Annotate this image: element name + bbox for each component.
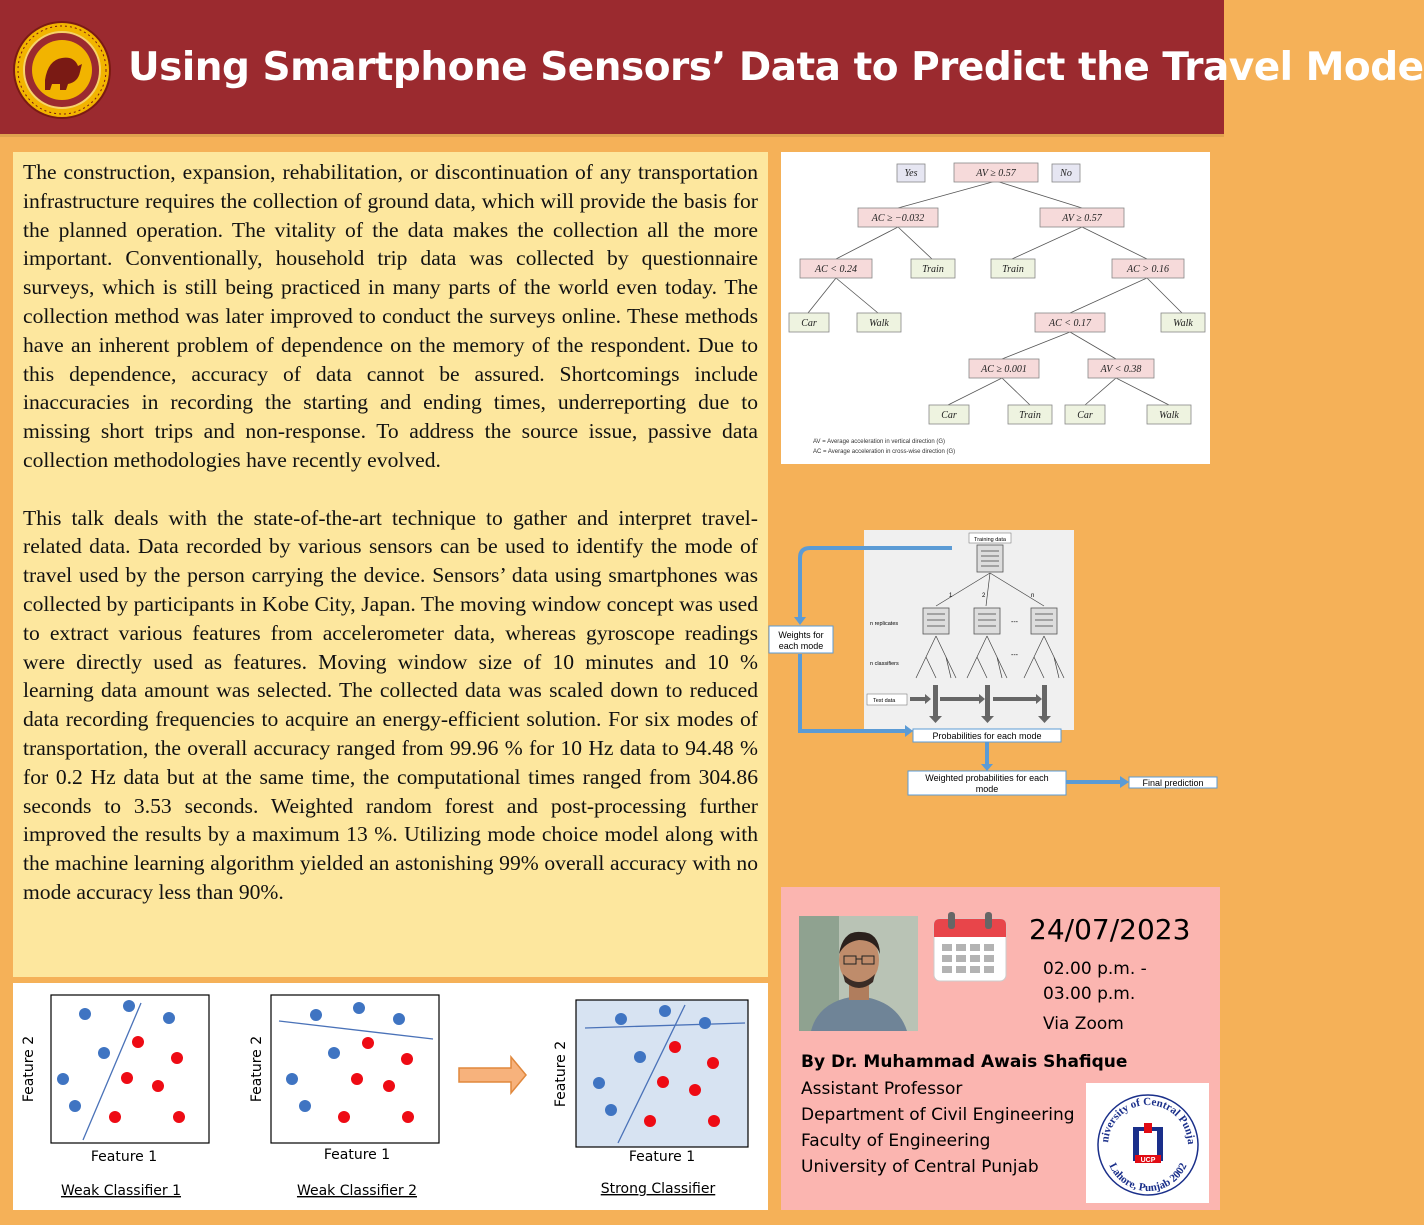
arrow-right-icon	[459, 1057, 526, 1093]
speaker-department: Department of Civil Engineering	[801, 1105, 1075, 1125]
speaker-panel	[781, 887, 1220, 1210]
svg-text:UCP: UCP	[1140, 1157, 1156, 1164]
university-seal-logo	[12, 20, 112, 120]
y-axis-label: Feature 2	[553, 1040, 569, 1108]
replicate-number: 1	[949, 593, 953, 599]
tree-legend-av: AV = Average acceleration in vertical direction (G)	[813, 439, 946, 445]
n-classifiers-label: n classifiers	[870, 661, 899, 667]
training-doc-icon	[977, 545, 1003, 572]
tree-legend-ac: AC = Average acceleration in cross-wise direction (G)	[813, 449, 956, 455]
tree-leaf: Car	[941, 410, 957, 421]
y-axis-label: Feature 2	[21, 1035, 37, 1103]
tree-no-label: No	[1060, 168, 1072, 179]
tree-node: AC > 0.16	[1126, 264, 1170, 275]
header-banner	[0, 0, 1424, 137]
weak-classifier-2-plot	[249, 995, 439, 1199]
tree-node: AC ≥ 0.001	[981, 364, 1027, 375]
replicate-number: 2	[982, 593, 986, 599]
event-time-start: 02.00 p.m. -	[1043, 959, 1147, 979]
decision-tree-figure	[781, 152, 1210, 464]
tree-leaf: Train	[1002, 264, 1024, 275]
n-replicates-label: n replicates	[870, 621, 899, 627]
tree-leaf: Car	[801, 318, 817, 329]
ucp-logo	[1086, 1083, 1209, 1203]
tree-node: AV ≥ 0.57	[1062, 213, 1102, 224]
weights-label-line: Weights for	[778, 630, 824, 640]
event-platform: Via Zoom	[1043, 1014, 1124, 1034]
x-axis-label: Feature 1	[90, 1149, 158, 1165]
speaker-university: University of Central Punjab	[801, 1157, 1039, 1177]
tree-node: AC < 0.24	[814, 264, 858, 275]
speaker-name: By Dr. Muhammad Awais Shafique	[801, 1052, 1128, 1072]
training-data-label: Training data	[974, 537, 1006, 543]
abstract-paragraph-2: This talk deals with the state-of-the-art technique to gather and interpret travel-related data. Data recorded by various sensors can be used to identify the mode of travel used by the person carrying the device. Sensors’ data using smartphones was collected by participants in Kobe City, Japan. The moving window concept was used to extract various features from accelerometer data, whereas gyroscope readings were directly used as features. Moving window size of 10 minutes and 10 % learning data amount was selected. The collected data was scaled down to reduced data recording frequencies to acquire an energy-efficient solution. For six modes of transportation, the overall accuracy ranged from 99.96 % for 10 Hz data to 94.48 % for 0.2 Hz data but at the same time, the computational times ranged from 304.86 seconds to 3.53 seconds. Weighted random forest and post-processing further improved the results by a maximum 13 %. Utilizing mode choice model along with the machine learning algorithm yielded an astonishing 99% overall accuracy with no mode accuracy less than 90%.	[23, 505, 758, 904]
random-forest-diagram	[765, 528, 1220, 798]
page-title: Using Smartphone Sensors’ Data to Predict the Travel Mode	[128, 45, 1424, 90]
tree-node: AV < 0.38	[1100, 364, 1142, 375]
event-date: 24/07/2023	[1029, 913, 1191, 946]
test-data-label: Test data	[873, 698, 896, 704]
strong-classifier-plot	[553, 1000, 748, 1197]
ellipsis-label: ---	[1011, 652, 1018, 659]
tree-yes-label: Yes	[904, 168, 918, 179]
weighted-probabilities-line: Weighted probabilities for each	[925, 773, 1049, 783]
replicate-number: n	[1031, 593, 1035, 599]
ellipsis-label: ---	[1011, 619, 1018, 626]
tree-leaf: Walk	[1173, 318, 1193, 329]
weighted-probabilities-line: mode	[975, 784, 999, 794]
x-axis-label: Feature 1	[628, 1149, 696, 1165]
speaker-title: Assistant Professor	[801, 1079, 963, 1099]
probabilities-label: Probabilities for each mode	[932, 731, 1042, 741]
final-prediction-label: Final prediction	[1142, 778, 1204, 788]
tree-leaf: Car	[1077, 410, 1093, 421]
weights-label-line: each mode	[778, 641, 824, 651]
strong-classifier-caption: Strong Classifier	[600, 1181, 716, 1197]
tree-leaf: Train	[1019, 410, 1041, 421]
tree-leaf: Walk	[869, 318, 889, 329]
weak-classifier-1-plot	[21, 995, 209, 1199]
x-axis-label: Feature 1	[323, 1147, 391, 1163]
classifier-comparison-figure	[13, 983, 768, 1210]
tree-node: AC ≥ −0.032	[871, 213, 925, 224]
tree-root-node: AV ≥ 0.57	[976, 168, 1016, 179]
svg-text:University of Central Punjab: niversity of Central Punja	[1099, 1095, 1198, 1145]
abstract-paragraph-1: The construction, expansion, rehabilitation, or discontinuation of any transportation infrastructure requires the collection of ground data, which will provide the basis for the planned operation. The vitality of the data makes the collection all the more important. Conventionally, household trip data was collected by questionnaire surveys, which is still being practiced in many parts of the world even today. The collection method was later improved to conduct the surveys online. These methods have an inherent problem of dependence on the memory of the respondent. Due to this dependence, accuracy of data cannot be assured. Shortcomings include inaccuracies in recording the starting and ending times, underreporting due to missing short trips and non-response. To address the source issue, passive data collection methodologies have recently evolved.	[23, 160, 758, 472]
event-time-end: 03.00 p.m.	[1043, 984, 1136, 1004]
abstract-panel	[13, 152, 768, 977]
weak-classifier-2-caption: Weak Classifier 2	[296, 1183, 418, 1199]
calendar-icon	[931, 911, 1009, 983]
tree-leaf: Walk	[1159, 410, 1179, 421]
speaker-faculty: Faculty of Engineering	[801, 1131, 991, 1151]
y-axis-label: Feature 2	[249, 1035, 265, 1103]
weak-classifier-1-caption: Weak Classifier 1	[60, 1183, 182, 1199]
tree-node: AC < 0.17	[1048, 318, 1092, 329]
svg-text:Lahore, Punjab 2002: Lahore, Punjab 2002	[1106, 1161, 1190, 1195]
tree-leaf: Train	[922, 264, 944, 275]
speaker-photo	[799, 916, 918, 1031]
